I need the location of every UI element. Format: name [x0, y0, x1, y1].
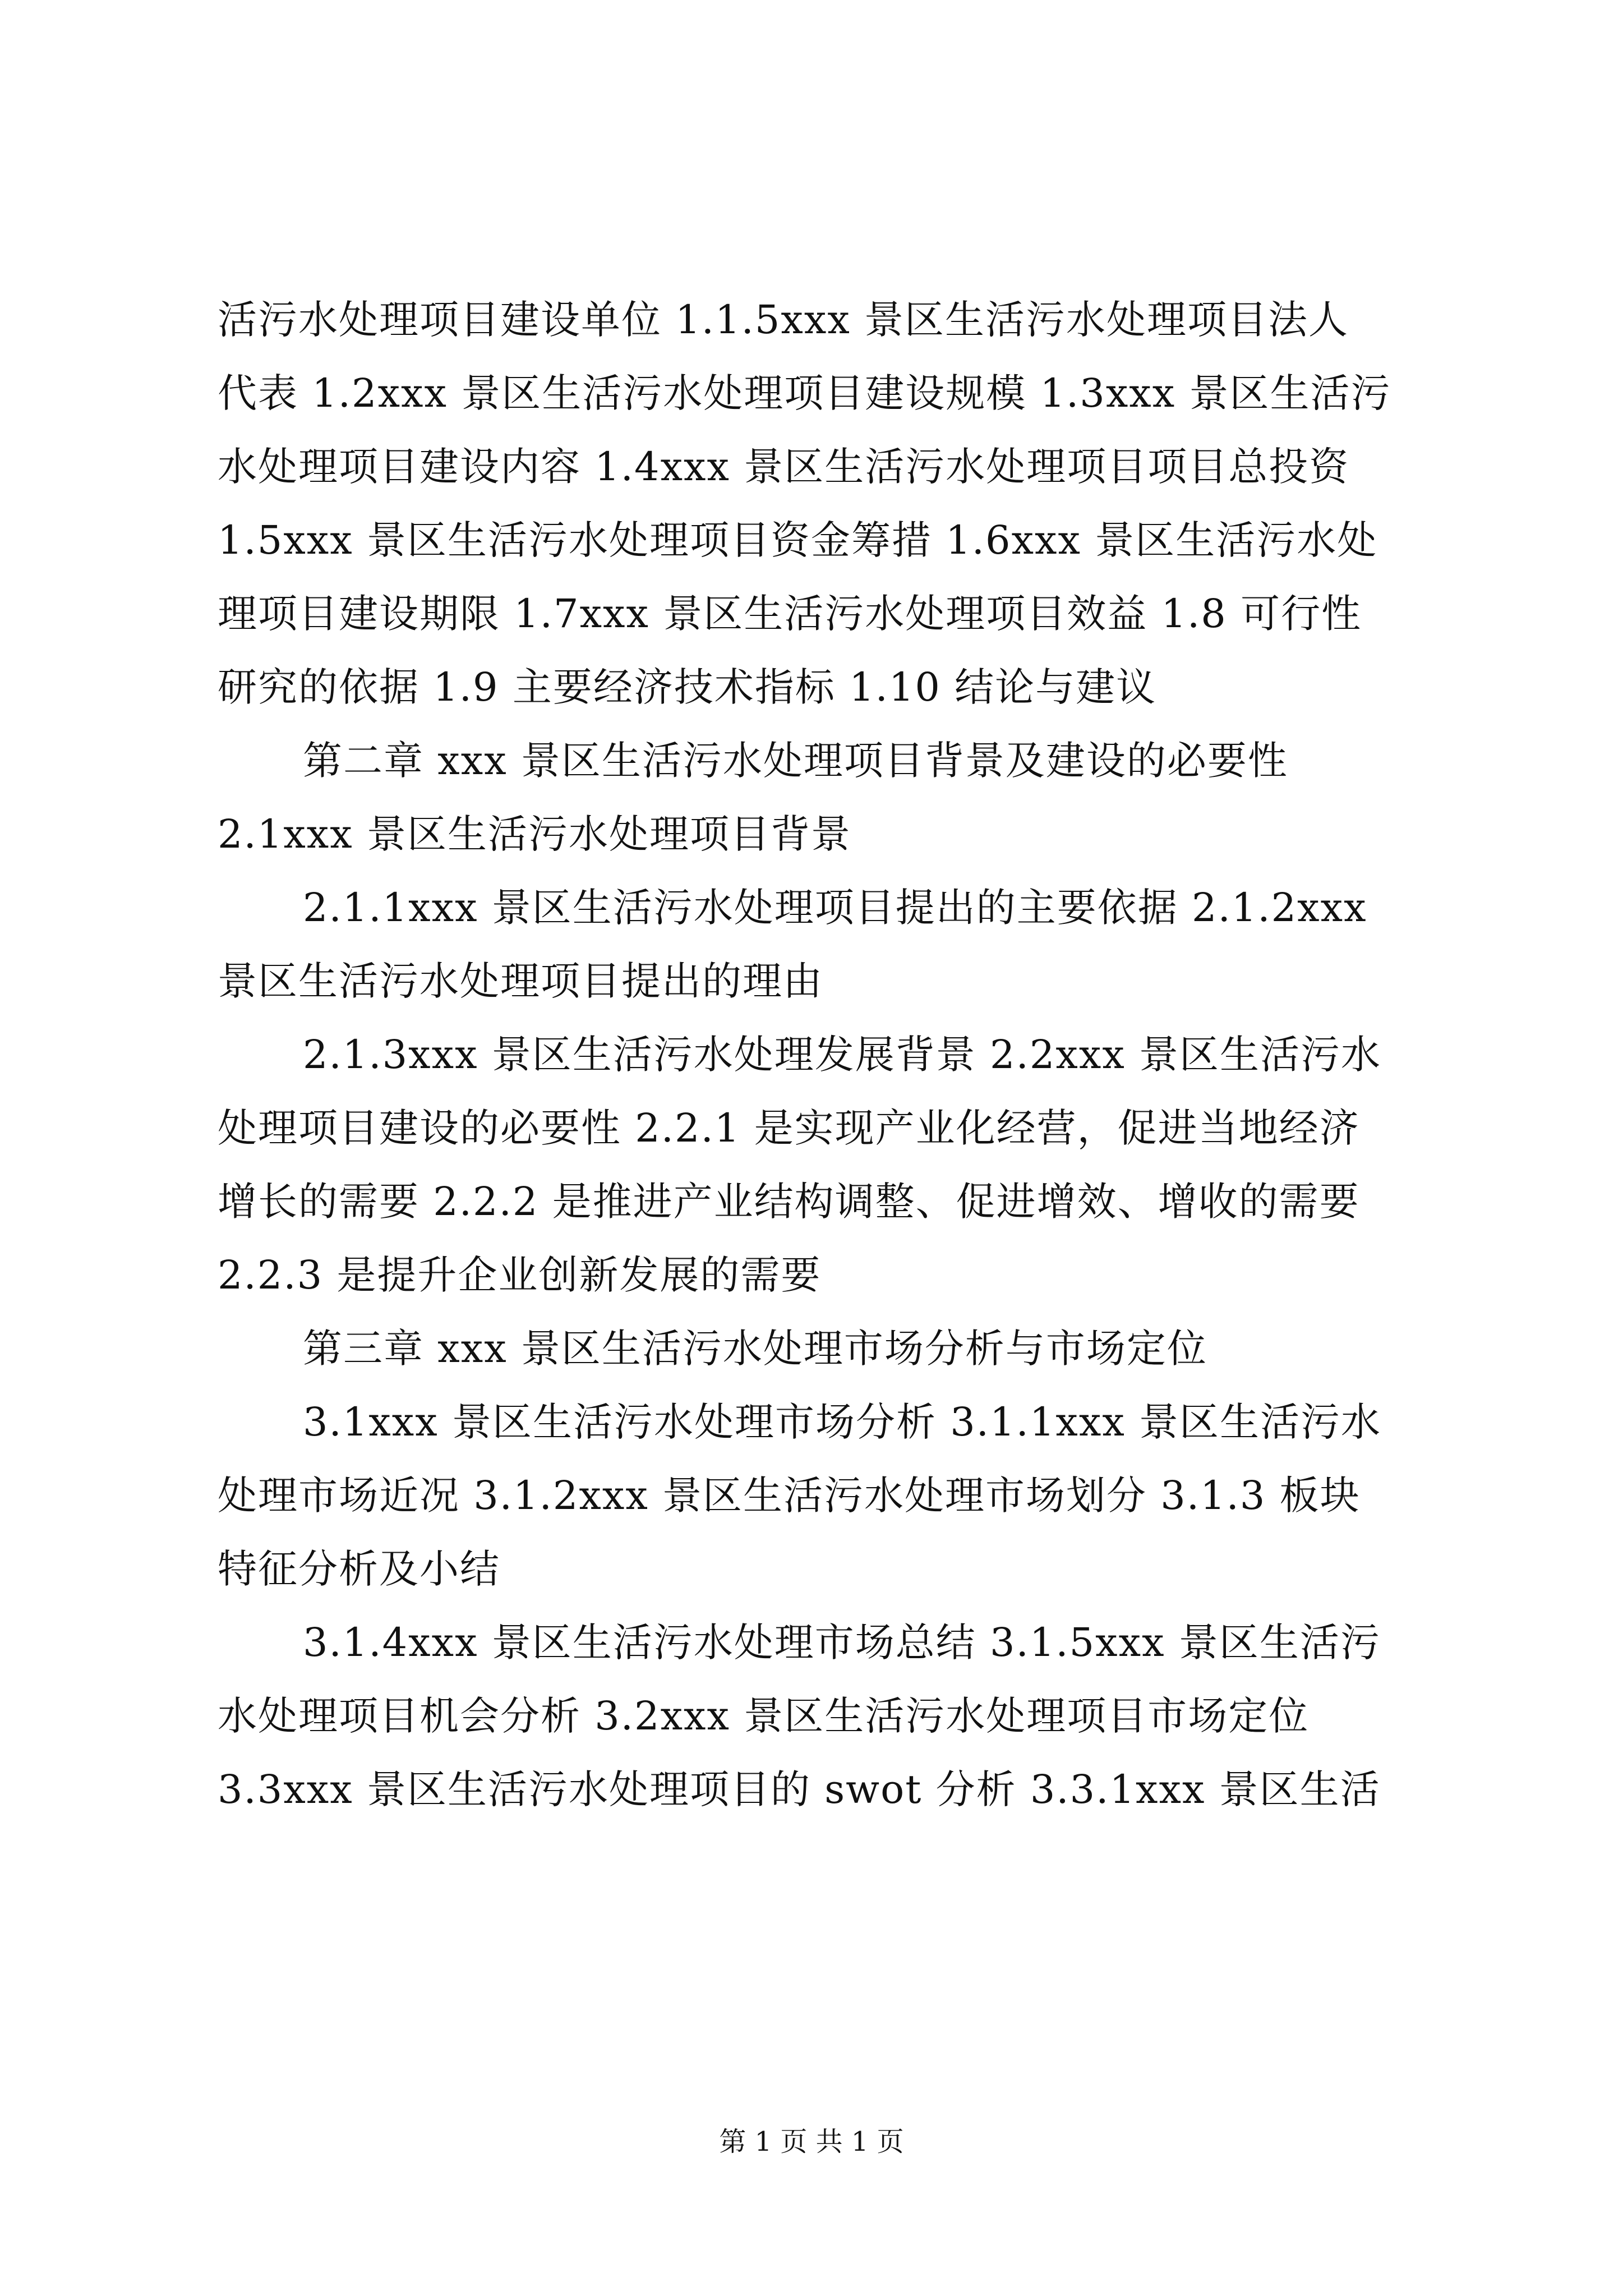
text-line: 2.1.3xxx 景区生活污水处理发展背景 2.2xxx 景区生活污水 — [303, 1032, 1382, 1078]
text-line: 研究的依据 1.9 主要经济技术指标 1.10 结论与建议 — [218, 664, 1157, 710]
text-line: 增长的需要 2.2.2 是推进产业结构调整、促进增效、增收的需要 — [218, 1179, 1360, 1225]
text-line: 3.1xxx 景区生活污水处理市场分析 3.1.1xxx 景区生活污水 — [303, 1399, 1382, 1445]
text-line: 2.1xxx 景区生活污水处理项目背景 — [218, 811, 852, 857]
text-line: 3.1.4xxx 景区生活污水处理市场总结 3.1.5xxx 景区生活污 — [303, 1619, 1381, 1665]
text-line: 3.3xxx 景区生活污水处理项目的 swot 分析 3.3.1xxx 景区生活 — [218, 1766, 1381, 1812]
page-footer — [0, 2125, 1623, 2159]
text-line: 景区生活污水处理项目提出的理由 — [218, 958, 823, 1004]
text-line: 2.2.3 是提升企业创新发展的需要 — [218, 1252, 822, 1298]
chapter-heading: 第三章 xxx 景区生活污水处理市场分析与市场定位 — [303, 1326, 1207, 1372]
text-line: 处理市场近况 3.1.2xxx 景区生活污水处理市场划分 3.1.3 板块 — [218, 1473, 1361, 1519]
text-line: 1.5xxx 景区生活污水处理项目资金筹措 1.6xxx 景区生活污水处 — [218, 517, 1378, 563]
text-line: 活污水处理项目建设单位 1.1.5xxx 景区生活污水处理项目法人 — [218, 297, 1349, 343]
text-line: 理项目建设期限 1.7xxx 景区生活污水处理项目效益 1.8 可行性 — [218, 591, 1362, 637]
text-line: 处理项目建设的必要性 2.2.1 是实现产业化经营，促进当地经济 — [218, 1105, 1360, 1151]
chapter-heading: 第二章 xxx 景区生活污水处理项目背景及建设的必要性 — [303, 738, 1288, 784]
page-number-label: 第 1 页 共 1 页 — [719, 2126, 904, 2157]
text-line: 水处理项目建设内容 1.4xxx 景区生活污水处理项目项目总投资 — [218, 444, 1350, 490]
document-body — [218, 283, 1418, 1826]
text-line: 2.1.1xxx 景区生活污水处理项目提出的主要依据 2.1.2xxx — [303, 885, 1367, 931]
text-line: 水处理项目机会分析 3.2xxx 景区生活污水处理项目市场定位 — [218, 1693, 1310, 1739]
text-line: 特征分析及小结 — [218, 1546, 500, 1592]
text-line: 代表 1.2xxx 景区生活污水处理项目建设规模 1.3xxx 景区生活污 — [218, 370, 1391, 416]
